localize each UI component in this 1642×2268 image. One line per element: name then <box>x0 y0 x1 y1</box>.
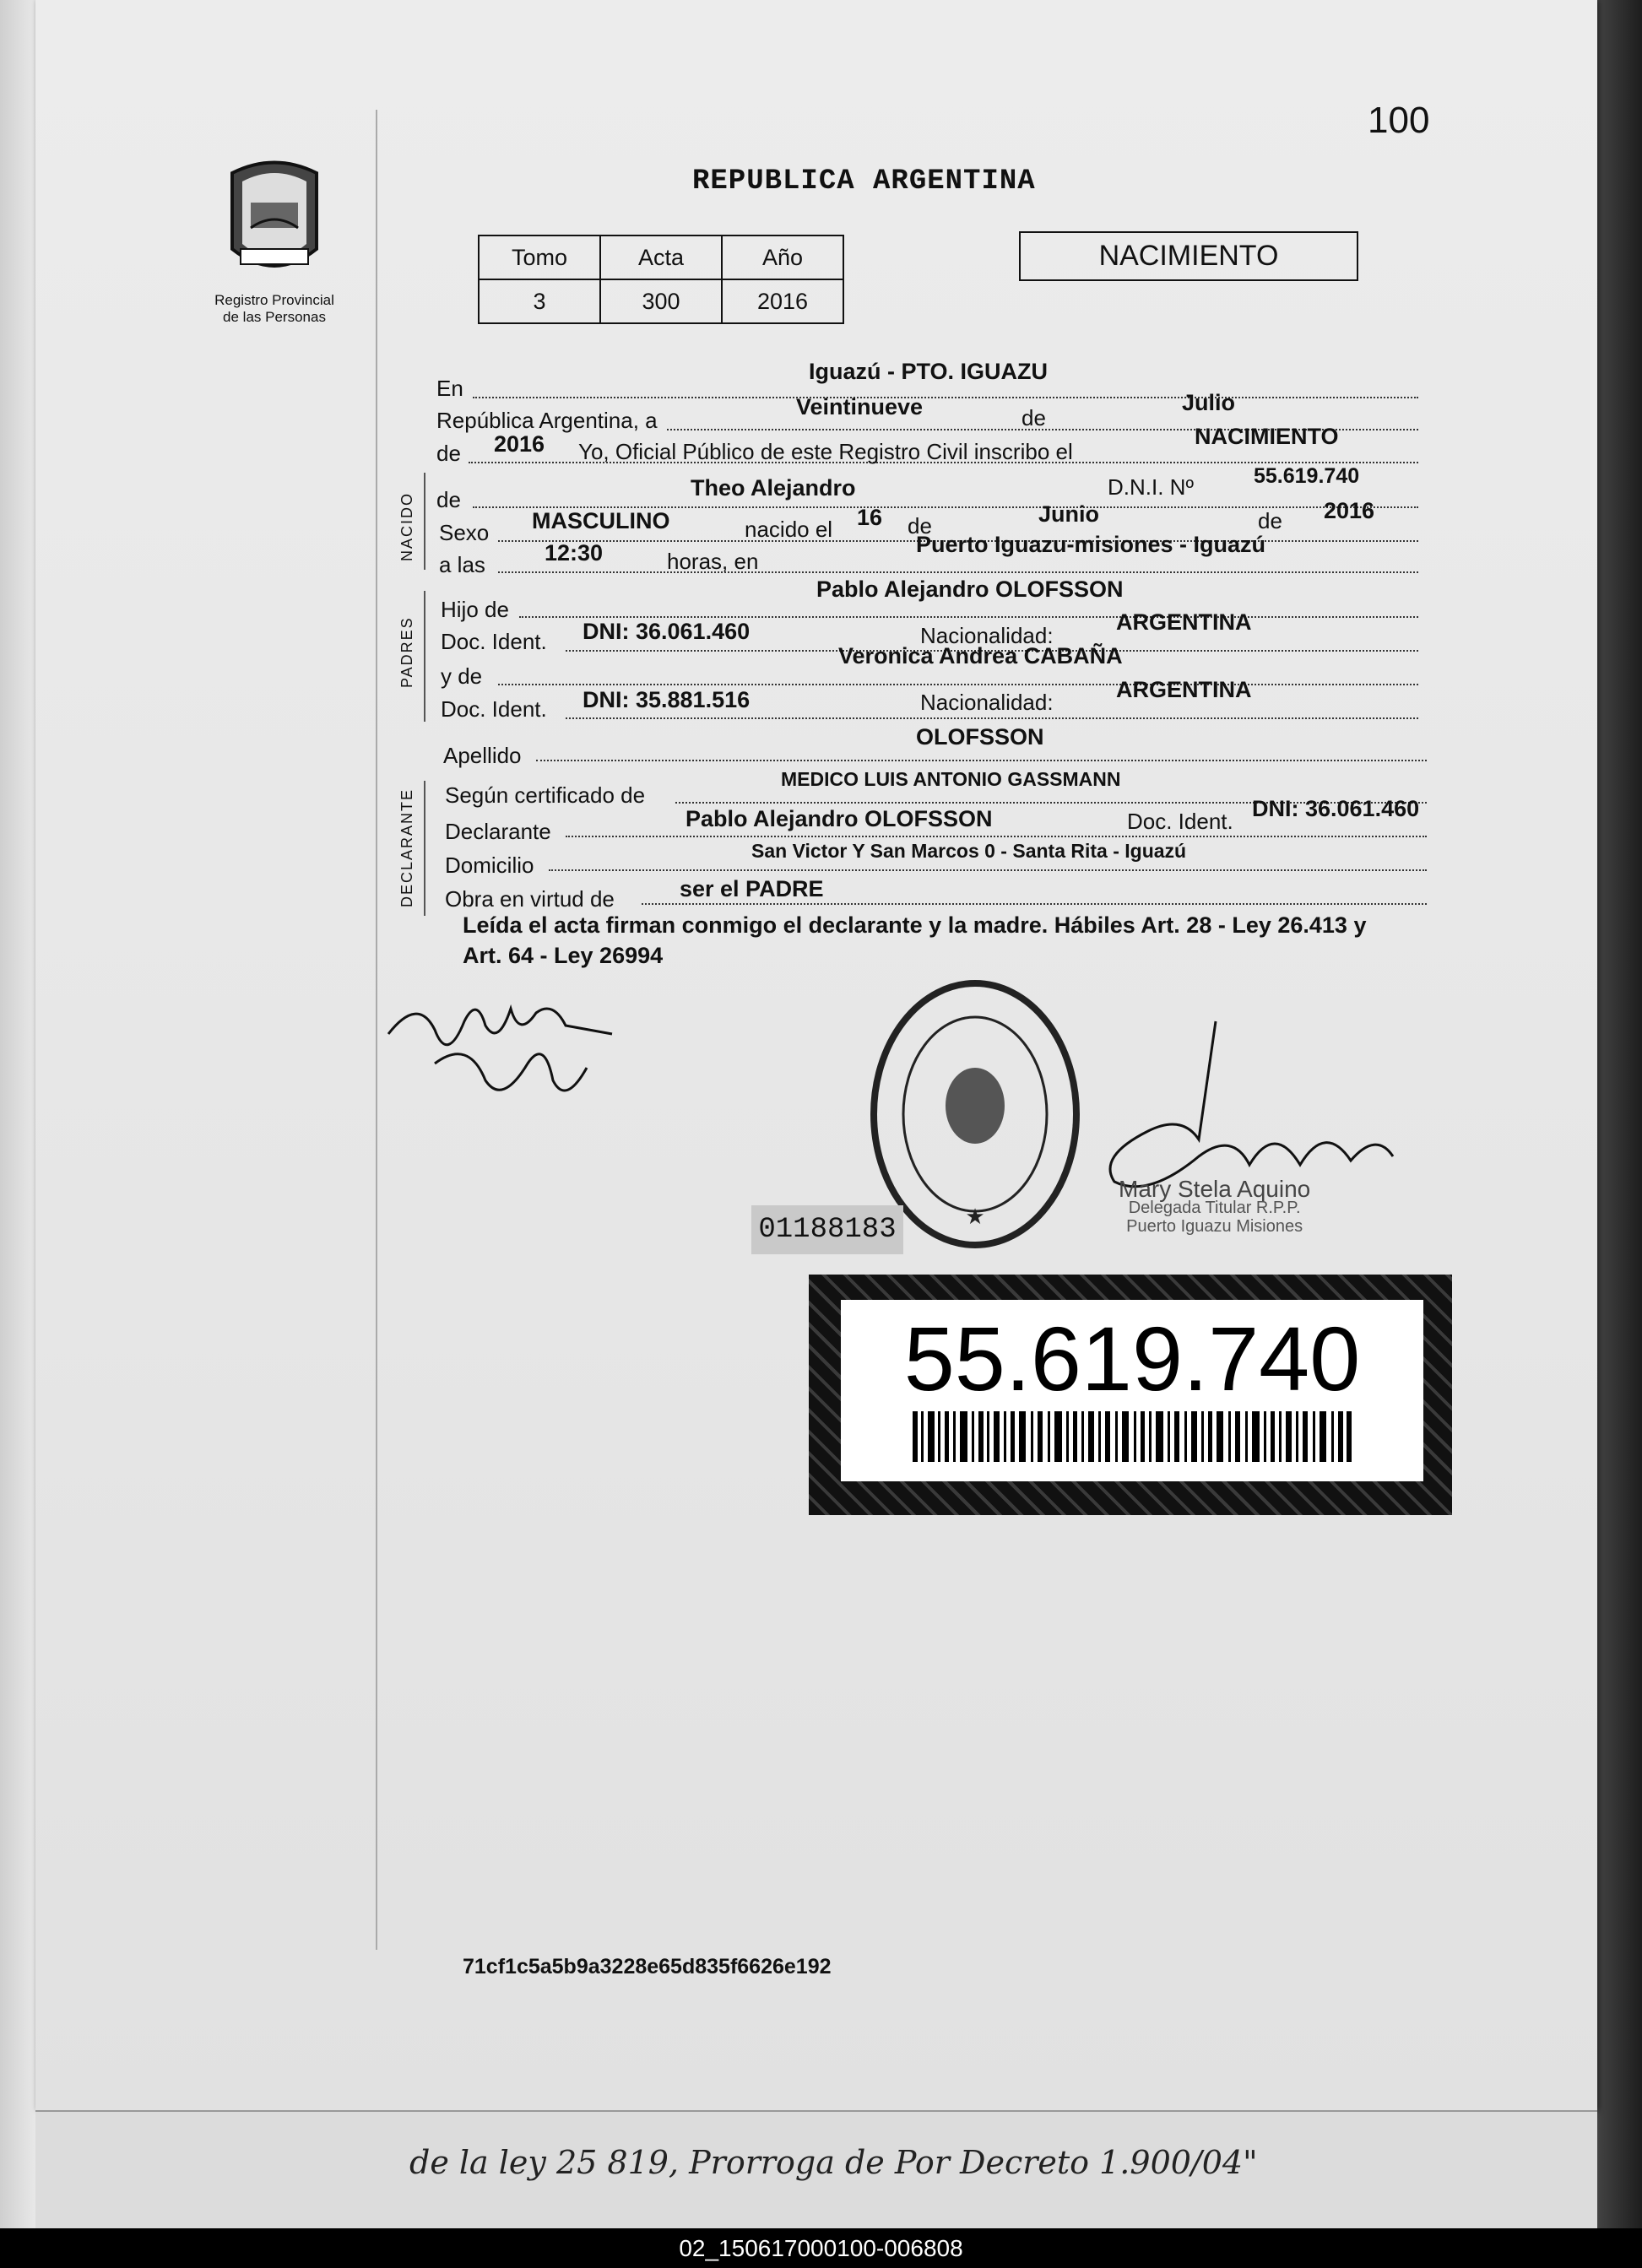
file-id-footer: 02_150617000100-006808 <box>0 2228 1642 2268</box>
value-tomo: 3 <box>479 279 600 323</box>
mother-nat-label: Nacionalidad: <box>920 690 1054 715</box>
sexo-value: MASCULINO <box>532 508 670 533</box>
dotted-line <box>498 684 1418 685</box>
dotted-line <box>473 397 1418 398</box>
day-value: Veintinueve <box>796 394 924 419</box>
father-nationality: ARGENTINA <box>1116 609 1252 635</box>
en-value: Iguazú - PTO. IGUAZU <box>809 359 1048 384</box>
record-type-box: NACIMIENTO <box>1019 231 1358 281</box>
de-label-2: de <box>436 441 461 466</box>
dotted-line <box>566 717 1418 719</box>
official-title: Delegada Titular R.P.P. <box>1128 1199 1301 1217</box>
record-table <box>478 235 844 324</box>
declarante-doc-label: Doc. Ident. <box>1127 809 1233 834</box>
inscribo-text: Yo, Oficial Público de este Registro Civil inscribo el <box>578 439 1073 464</box>
nacido-de-label: de <box>436 487 461 512</box>
dni-sticker <box>809 1275 1452 1515</box>
apellido-value: OLOFSSON <box>916 724 1044 750</box>
background-edge <box>1596 0 1642 2268</box>
barcode-icon <box>913 1411 1352 1462</box>
birth-de-label: de <box>908 513 932 539</box>
dotted-line <box>549 869 1427 871</box>
father-doc-label: Doc. Ident. <box>441 629 547 654</box>
section-label-padres: PADRES <box>398 616 415 688</box>
official-block <box>1119 1176 1311 1236</box>
declarant-signature <box>384 988 620 1114</box>
margin-line <box>376 110 377 1950</box>
closing-text: Leída el acta firman conmigo el declarante y la madre. Hábiles Art. 28 - Ley 26.413 y Art. 64 - Ley 26994 <box>463 912 1367 968</box>
father-nat-label: Nacionalidad: <box>920 623 1054 648</box>
value-ano: 2016 <box>722 279 843 323</box>
header-acta: Acta <box>600 235 722 279</box>
section-bar-nacido <box>424 473 425 570</box>
mother-doc-label: Doc. Ident. <box>441 696 547 722</box>
section-bar-padres <box>424 591 425 722</box>
mother-nationality: ARGENTINA <box>1116 677 1252 702</box>
de-label: de <box>1022 405 1046 430</box>
section-bar-declarante <box>424 781 425 916</box>
official-place: Puerto Iguazu Misiones <box>1126 1217 1303 1236</box>
dni-label: D.N.I. Nº <box>1108 474 1194 500</box>
dotted-line <box>642 903 1427 905</box>
year-value: 2016 <box>494 431 545 457</box>
en-label: En <box>436 376 463 401</box>
dotted-line <box>498 571 1418 573</box>
emblem-caption-line1: Registro Provincial <box>214 292 334 308</box>
nacido-el-label: nacido el <box>745 517 833 542</box>
obra-value: ser el PADRE <box>680 876 824 901</box>
domicilio-value: San Victor Y San Marcos 0 - Santa Rita - Iguazú <box>751 840 1187 862</box>
dotted-line <box>536 760 1427 761</box>
apellido-label: Apellido <box>443 743 522 768</box>
emblem-caption-line2: de las Personas <box>223 309 326 325</box>
dotted-line <box>566 836 1427 837</box>
seal-icon <box>215 156 333 283</box>
dni-sticker-label <box>841 1300 1423 1481</box>
birth-day: 16 <box>857 505 883 530</box>
domicilio-label: Domicilio <box>445 853 534 878</box>
birth-year: 2016 <box>1324 498 1375 523</box>
document-hash: 71cf1c5a5b9a3228e65d835f6626e192 <box>463 1955 832 1978</box>
declarante-doc: DNI: 36.061.460 <box>1252 796 1420 821</box>
y-de-label: y de <box>441 663 483 689</box>
cert-value: MEDICO LUIS ANTONIO GASSMANN <box>781 768 1121 790</box>
child-dni: 55.619.740 <box>1254 464 1360 488</box>
mother-name: Veronica Andrea CABAÑA <box>838 643 1123 668</box>
adjacent-page-edge <box>0 0 35 2228</box>
serial-stamp: 01188183 <box>751 1205 903 1254</box>
horas-label: horas, en <box>667 549 759 574</box>
hijo-de-label: Hijo de <box>441 597 509 622</box>
document-title: REPUBLICA ARGENTINA <box>692 165 1036 198</box>
section-label-declarante: DECLARANTE <box>398 788 415 907</box>
header-tomo: Tomo <box>479 235 600 279</box>
misiones-emblem <box>203 156 346 333</box>
month-value: Julio <box>1182 390 1236 415</box>
page-number: 100 <box>1368 100 1430 141</box>
cert-label: Según certificado de <box>445 782 646 808</box>
svg-text:★: ★ <box>965 1204 985 1230</box>
official-name: Mary Stela Aquino <box>1119 1176 1311 1202</box>
birth-month: Junio <box>1038 501 1099 527</box>
mother-doc: DNI: 35.881.516 <box>583 687 751 712</box>
dotted-line <box>519 616 1418 618</box>
obra-label: Obra en virtud de <box>445 886 615 912</box>
birth-place: Puerto Iguazu-misiones - Iguazú <box>916 532 1266 557</box>
value-acta: 300 <box>600 279 722 323</box>
child-name: Theo Alejandro <box>691 475 856 501</box>
birth-de-label-2: de <box>1258 508 1282 533</box>
father-name: Pablo Alejandro OLOFSSON <box>816 576 1124 602</box>
section-label-nacido: NACIDO <box>398 491 415 561</box>
republica-label: República Argentina, a <box>436 408 658 433</box>
header-ano: Año <box>722 235 843 279</box>
sexo-label: Sexo <box>439 520 490 545</box>
a-las-label: a las <box>439 552 485 577</box>
handwritten-note: de la ley 25 819, Prorroga de Por Decreto 1.900/04" <box>409 2144 1258 2181</box>
dni-number: 55.619.740 <box>903 1307 1361 1410</box>
declarante-label: Declarante <box>445 819 551 844</box>
inscribo-value: NACIMIENTO <box>1195 424 1339 449</box>
father-doc: DNI: 36.061.460 <box>583 619 751 644</box>
birth-time: 12:30 <box>545 540 604 566</box>
declarante-value: Pablo Alejandro OLOFSSON <box>686 806 993 831</box>
